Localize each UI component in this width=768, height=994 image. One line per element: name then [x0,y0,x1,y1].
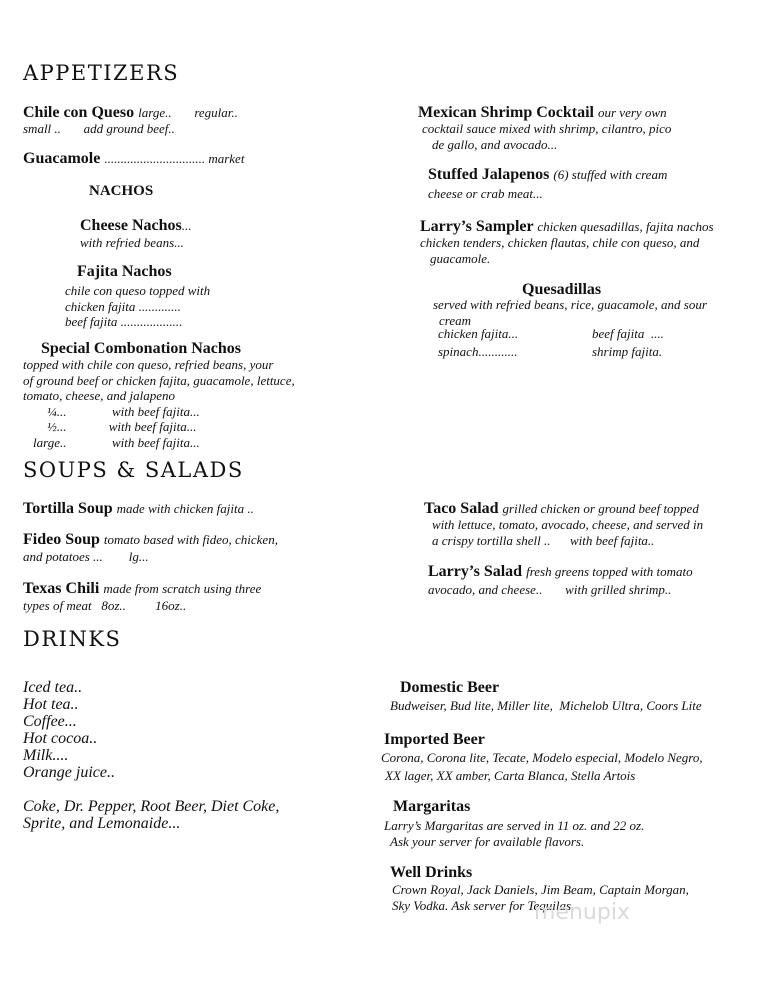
item-name: Tortilla Soup [23,500,113,517]
drinks-list-nonalcoholic [23,679,115,781]
menu-item-imported-beer: Imported Beer [384,731,485,748]
menu-item-larrys-salad: Larry’s Salad fresh greens topped with tomato [428,563,693,580]
quesadilla-option: chicken fajita... [438,326,519,341]
section-title-drinks: DRINKS [23,627,122,651]
item-description: Crown Royal, Jack Daniels, Jim Beam, Captain Morgan, Sky Vodka. Ask server for Tequilas [392,882,689,913]
item-name: Larry’s Sampler [420,218,534,235]
menu-item-chile-con-queso [23,104,238,122]
item-description: Budweiser, Bud lite, Miller lite, Michelob Ultra, Coors Lite [390,698,702,713]
item-name: Fideo Soup [23,531,100,548]
item-description: and potatoes ... lg... [23,549,149,564]
drink-item: Hot tea.. [23,696,79,713]
drinks-sodas: Coke, Dr. Pepper, Root Beer, Diet Coke, Sprite, and Lemonaide... [23,798,280,832]
item-description: chile con queso topped with chicken fajita ............. beef fajita ................... [65,283,211,329]
item-description: Larry’s Margaritas are served in 11 oz. and 22 oz. Ask your server for available flavors. [384,818,645,849]
item-name: Larry’s Salad [428,563,523,580]
item-name: Texas Chili [23,580,100,597]
watermark-logo: menupix [534,900,630,925]
item-name: Taco Salad [424,500,499,517]
menu-item-taco-salad: Taco Salad grilled chicken or ground beef topped [424,500,699,517]
item-name: Stuffed Jalapenos [428,166,550,183]
menu-item-guacamole [23,150,244,168]
section-title-appetizers: APPETIZERS [23,61,180,85]
menu-item-tortilla-soup: Tortilla Soup made with chicken fajita .. [23,500,254,517]
menu-item-margaritas: Margaritas [393,798,471,815]
menu-item-quesadillas: Quesadillas [522,281,602,298]
menu-item-well-drinks: Well Drinks [390,864,473,881]
menu-item-fajita-nachos: Fajita Nachos [77,263,172,280]
menu-item-domestic-beer: Domestic Beer [400,679,500,696]
nachos-heading: NACHOS [89,183,154,199]
drink-item: Coffee... [23,713,77,730]
item-description: types of meat 8oz.. 16oz.. [23,598,187,613]
item-description: with refried beans... [80,235,184,250]
menu-item-special-nachos: Special Combonation Nachos [41,340,242,357]
quesadilla-option: shrimp fajita. [592,344,663,359]
item-description: chicken tenders, chicken flautas, chile con queso, and guacamole. [420,235,700,266]
item-name: Cheese Nachos [80,217,182,234]
menu-item-texas-chili: Texas Chili made from scratch using three [23,580,262,597]
item-name: Mexican Shrimp Cocktail [418,104,594,121]
menu-item-larrys-sampler: Larry’s Sampler chicken quesadillas, fajita nachos [420,218,714,235]
item-name: Chile con Queso [23,104,135,121]
quesadilla-option: spinach............ [438,344,518,359]
section-title-soups-salads: SOUPS & SALADS [23,458,244,482]
item-description: Corona, Corona lite, Tecate, Modelo especial, Modelo Negro, XX lager, XX amber, Carta Blanca, Stella Artois [381,750,703,783]
quesadilla-option: beef fajita .... [592,326,664,341]
drink-item: Orange juice.. [23,764,115,781]
item-description: cocktail sauce mixed with shrimp, cilantro, pico de gallo, and avocado... [422,121,672,152]
item-description: topped with chile con queso, refried beans, your of ground beef or chicken fajita, guacamole, lettuce, tomato, cheese, and jalapeno ¼... with beef fajita... ½... with beef fajita... large.. with beef fajita... [23,357,295,450]
drink-item: Hot cocoa.. [23,730,98,747]
menu-item-shrimp-cocktail: Mexican Shrimp Cocktail our very own [418,104,667,121]
item-description: avocado, and cheese.. with grilled shrimp.. [428,582,672,597]
item-description: cheese or crab meat... [428,186,543,201]
item-options: small .. add ground beef.. [23,121,175,136]
drink-item: Milk.... [23,747,69,764]
item-description: served with refried beans, rice, guacamole, and sour cream [433,297,707,328]
item-price: ............................... market [104,151,245,166]
drink-item: Iced tea.. [23,679,83,696]
menu-item-stuffed-jalapenos: Stuffed Jalapenos (6) stuffed with cream [428,166,668,183]
item-prices: large.. regular.. [138,105,238,120]
item-description: with lettuce, tomato, avocado, cheese, and served in a crispy tortilla shell .. with beef fajita.. [432,517,704,548]
item-name: Guacamole [23,150,101,167]
menu-item-cheese-nachos: Cheese Nachos... [80,217,192,234]
menu-item-fideo-soup: Fideo Soup tomato based with fideo, chicken, [23,531,278,548]
